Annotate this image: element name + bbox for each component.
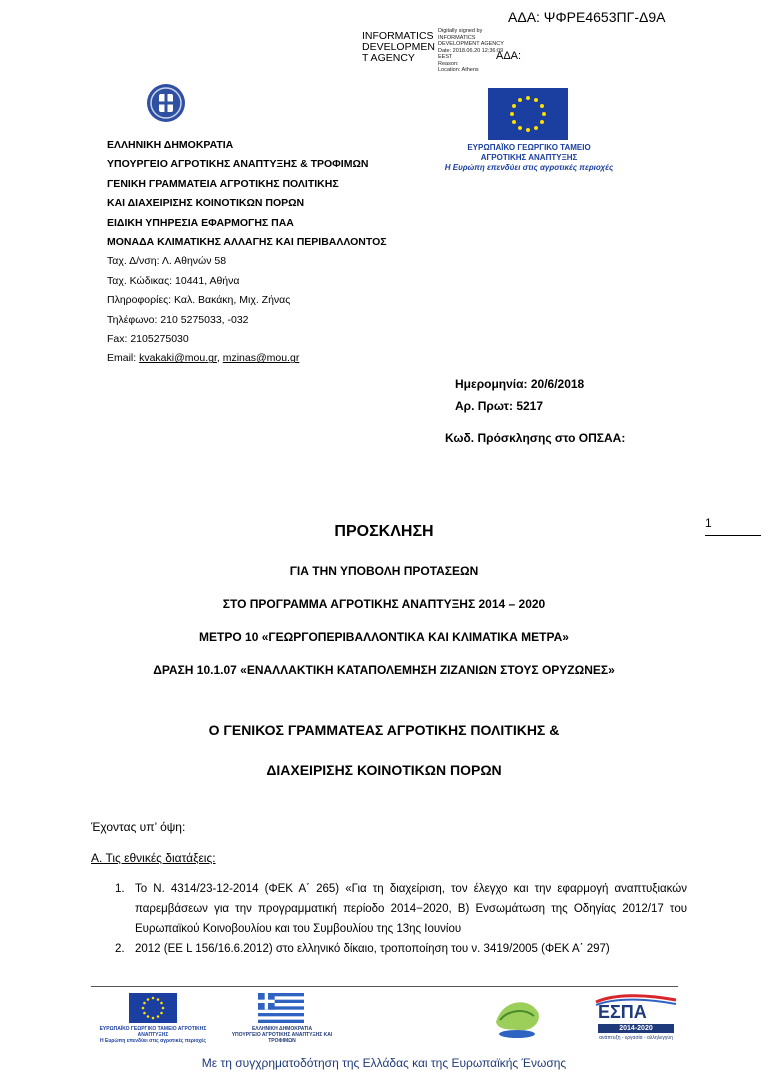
protocol-number: Αρ. Πρωτ: 5217 <box>455 399 544 413</box>
signature-signer-name: INFORMATICS DEVELOPMEN T AGENCY <box>362 30 435 64</box>
list-item-text: Το Ν. 4314/23-12-2014 (ΦΕΚ Α΄ 265) «Για τη διαχείριση, τον έλεγχο και την εφαρμογή αναπτυξιακών παρεμβάσεων για την προγραμματική περίοδο 2014−2020, Β) Ενσωμάτωση της Οδηγίας 2012/17 του Ευρωπαϊκού Κοινοβουλίου και του Συμβουλίου της 13ης Ιουνίου <box>135 883 687 935</box>
espa-slogan: ανάπτυξη - εργασία - αλληλεγγύη <box>599 1035 673 1041</box>
footer-eafrd-text <box>95 1026 211 1044</box>
email-link-mzinas[interactable]: mzinas@mou.gr <box>222 352 300 365</box>
footer-eu-flag-icon <box>129 993 177 1023</box>
sender-line: ΚΑΙ ΔΙΑΧΕΙΡΙΣΗΣ ΚΟΙΝΟΤΙΚΩΝ ΠΟΡΩΝ <box>107 197 305 210</box>
eu-flag-icon <box>488 88 568 140</box>
footer-cofinancing-caption: Με τη συγχρηματοδότηση της Ελλάδας και της Ευρωπαϊκής Ένωσης <box>201 1056 567 1070</box>
email-separator: , <box>216 352 223 365</box>
espa-title: ΕΣΠΑ <box>598 1002 647 1022</box>
sender-fax: Fax: 2105275030 <box>107 333 189 346</box>
title-line-2: ΓΙΑ ΤΗΝ ΥΠΟΒΟΛΗ ΠΡΟΤΑΣΕΩΝ <box>289 564 479 578</box>
espa-years: 2014-2020 <box>598 1024 674 1033</box>
eafrd-slogan: Η Ευρώπη επενδύει στις αγροτικές περιοχές <box>444 163 614 172</box>
eafrd-title: ΕΥΡΩΠΑΪΚΟ ΓΕΩΡΓΙΚΟ ΤΑΜΕΙΟ ΑΓΡΟΤΙΚΗΣ ΑΝΑΠΤΥΞΗΣ <box>467 143 591 162</box>
sender-address: Ταχ. Δ/νση: Λ. Αθηνών 58 <box>107 255 227 268</box>
sender-block <box>107 136 387 369</box>
date-protocol-block <box>455 373 584 417</box>
ada-label: ΑΔΑ: <box>496 50 522 62</box>
list-item-text: 2012 (ΕΕ L 156/16.6.2012) στο ελληνικό δίκαιο, τροποποίηση του ν. 3419/2005 (ΦΕΚ Α΄ 297) <box>135 943 610 955</box>
page-number: 1 <box>705 516 712 530</box>
email-label: Email: <box>107 352 140 365</box>
greek-emblem-icon <box>146 83 186 123</box>
footer-rule <box>91 986 678 987</box>
footer-eafrd-title: ΕΥΡΩΠΑΪΚΟ ΓΕΩΡΓΙΚΟ ΤΑΜΕΙΟ ΑΓΡΟΤΙΚΗΣ ΑΝΑΠΤΥΞΗΣ <box>99 1026 207 1038</box>
secretary-line-1: Ο ΓΕΝΙΚΟΣ ΓΡΑΜΜΑΤΕΑΣ ΑΓΡΟΤΙΚΗΣ ΠΟΛΙΤΙΚΗΣ & <box>208 722 560 738</box>
list-item <box>91 939 687 959</box>
sender-phone: Τηλέφωνο: 210 5275033, -032 <box>107 313 249 326</box>
document-title: ΠΡΟΣΚΛΗΣΗ <box>334 523 434 540</box>
list-item <box>91 879 687 939</box>
sender-email-row <box>107 349 387 368</box>
secretary-line-2: ΔΙΑΧΕΙΡΙΣΗΣ ΚΟΙΝΟΤΙΚΩΝ ΠΟΡΩΝ <box>266 762 502 778</box>
rural-development-programme-logo-icon <box>488 992 546 1040</box>
list-item-number: 2. <box>115 943 125 955</box>
list-item-number: 1. <box>115 883 125 895</box>
sender-line: ΕΛΛΗΝΙΚΗ ΔΗΜΟΚΡΑΤΙΑ <box>107 139 234 151</box>
provisions-list <box>91 879 687 959</box>
ada-code-top: ΑΔΑ: ΨΦΡΕ4653ΠΓ-Δ9Α <box>508 9 666 25</box>
espa-logo <box>594 992 678 1044</box>
sender-line: ΓΕΝΙΚΗ ΓΡΑΜΜΑΤΕΙΑ ΑΓΡΟΤΙΚΗΣ ΠΟΛΙΤΙΚΗΣ <box>107 177 339 190</box>
email-link-kvakaki[interactable]: kvakaki@mou.gr <box>139 352 217 365</box>
section-a-heading: Α. Τις εθνικές διατάξεις: <box>91 851 216 865</box>
signature-line: Reason: <box>438 60 459 67</box>
eafrd-logo-text <box>444 143 614 173</box>
sender-line: ΜΟΝΑΔΑ ΚΛΙΜΑΤΙΚΗΣ ΑΛΛΑΓΗΣ ΚΑΙ ΠΕΡΙΒΑΛΛΟΝΤΟΣ <box>107 236 387 249</box>
footer-eafrd-slogan: Η Ευρώπη επενδύει στις αγροτικές περιοχές <box>100 1038 206 1044</box>
sender-info: Πληροφορίες: Καλ. Βακάκη, Μιχ. Ζήνας <box>107 294 291 307</box>
call-code: Κωδ. Πρόσκλησης στο ΟΠΣΑΑ: <box>445 431 626 445</box>
signature-line: DEVELOPMENT AGENCY <box>438 41 504 47</box>
signature-line: Digitally signed by <box>438 28 483 34</box>
signature-line: EEST <box>438 54 453 60</box>
title-line-3: ΣΤΟ ΠΡΟΓΡΑΜΜΑ ΑΓΡΟΤΙΚΗΣ ΑΝΑΠΤΥΞΗΣ 2014 – 2020 <box>222 597 546 611</box>
footer-ministry-text <box>228 1026 336 1044</box>
intro-text: Έχοντας υπ’ όψη: <box>91 820 186 834</box>
title-line-5: ΔΡΑΣΗ 10.1.07 «ΕΝΑΛΛΑΚΤΙΚΗ ΚΑΤΑΠΟΛΕΜΗΣΗ ΖΙΖΑΝΙΩΝ ΣΤΟΥΣ ΟΡΥΖΩΝΕΣ» <box>153 663 615 677</box>
footer-ministry-line-1: ΕΛΛΗΝΙΚΗ ΔΗΜΟΚΡΑΤΙΑ <box>251 1026 313 1032</box>
title-line-4: ΜΕΤΡΟ 10 «ΓΕΩΡΓΟΠΕΡΙΒΑΛΛΟΝΤΙΚΑ ΚΑΙ ΚΛΙΜΑΤΙΚΑ ΜΕΤΡΑ» <box>199 630 569 644</box>
footer-ministry-line-2: ΥΠΟΥΡΓΕΙΟ ΑΓΡΟΤΙΚΗΣ ΑΝΑΠΤΥΞΗΣ ΚΑΙ ΤΡΟΦΙΜΩΝ <box>231 1032 333 1044</box>
sender-line: ΕΙΔΙΚΗ ΥΠΗΡΕΣΙΑ ΕΦΑΡΜΟΓΗΣ ΠΑΑ <box>107 216 294 229</box>
sender-line: ΥΠΟΥΡΓΕΙΟ ΑΓΡΟΤΙΚΗΣ ΑΝΑΠΤΥΞΗΣ & ΤΡΟΦΙΜΩΝ <box>107 158 369 171</box>
signature-line: Location: Athens <box>438 67 479 73</box>
document-date: Ημερομηνία: 20/6/2018 <box>455 377 585 391</box>
signature-line: Date: 2018.06.20 12:36:09 <box>438 47 504 54</box>
greek-flag-icon <box>258 993 304 1023</box>
signature-line: INFORMATICS <box>438 34 476 41</box>
sender-postal: Ταχ. Κώδικας: 10441, Αθήνα <box>107 274 240 287</box>
